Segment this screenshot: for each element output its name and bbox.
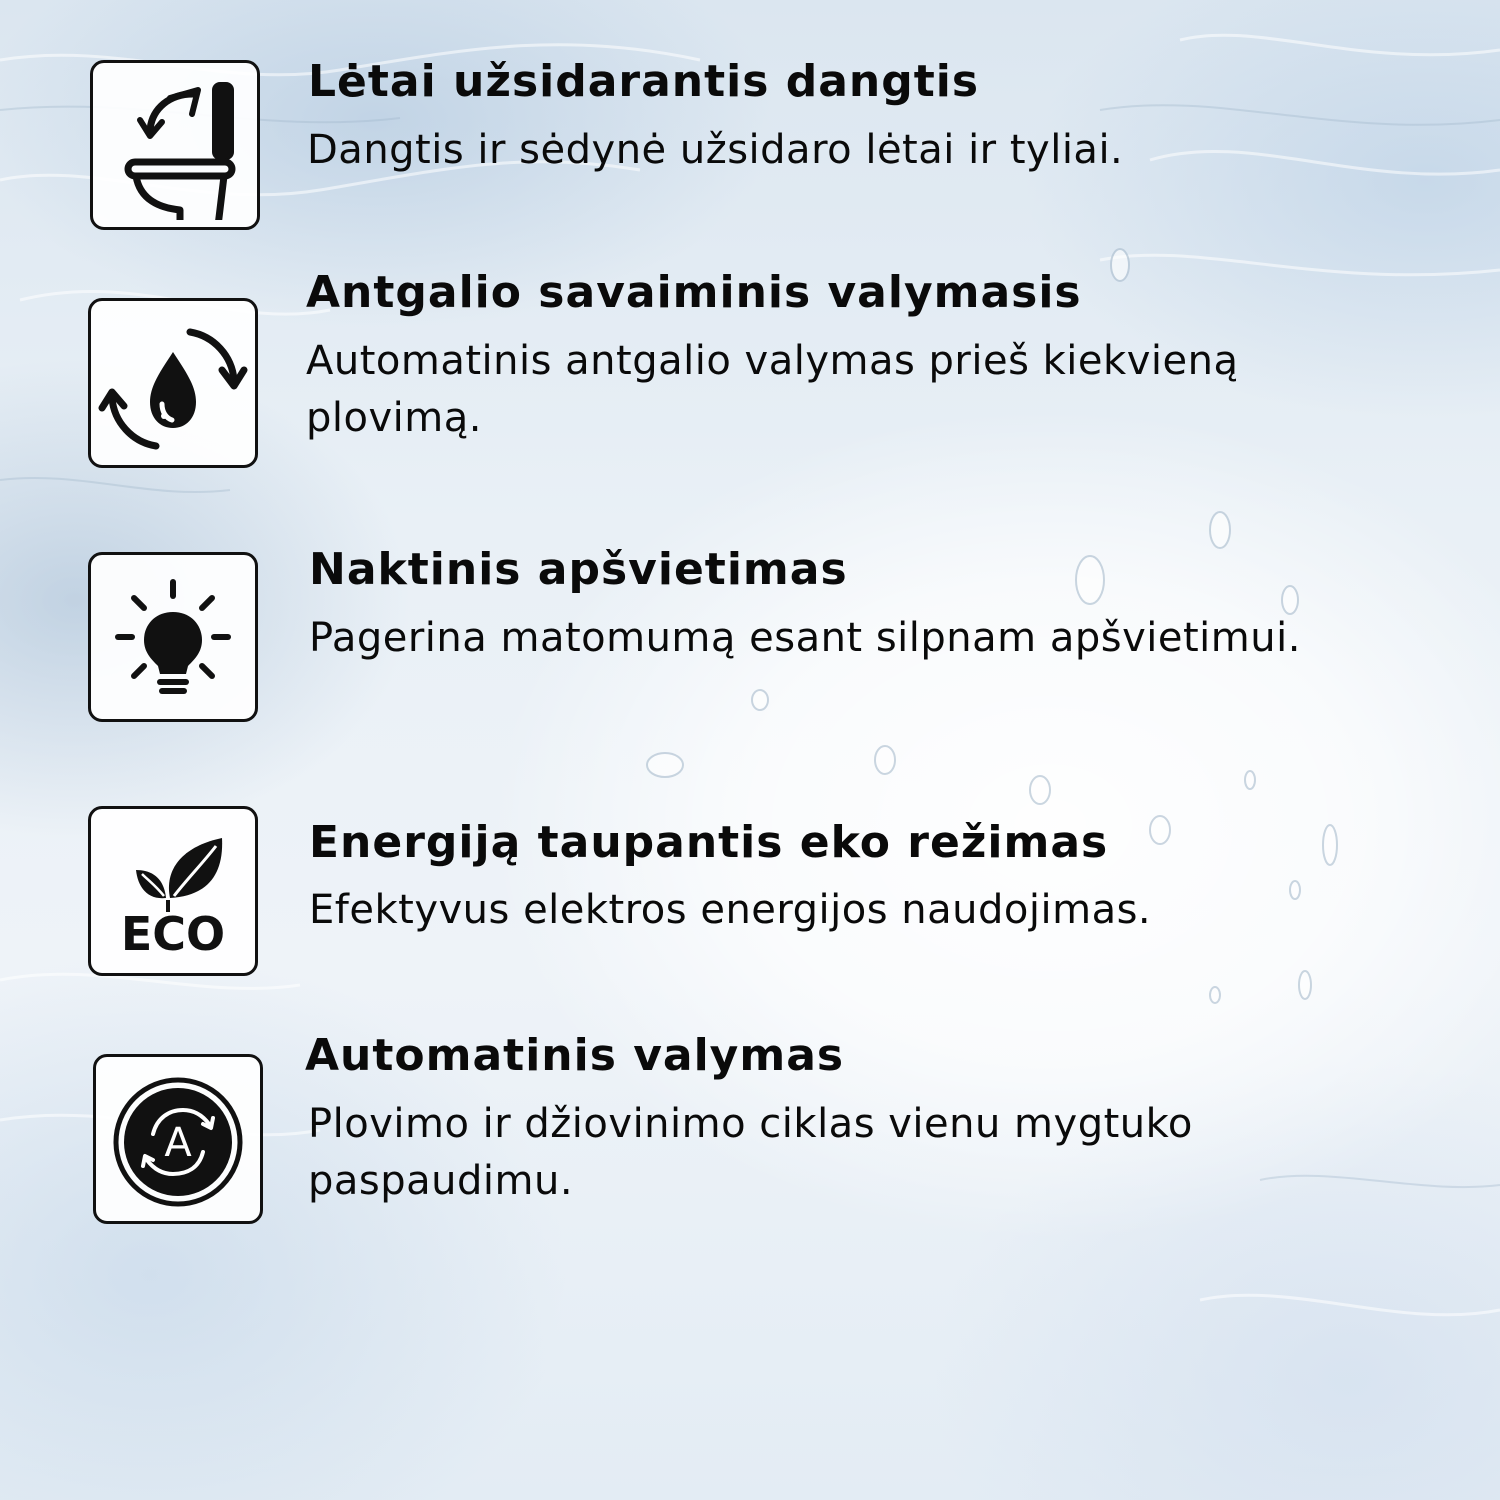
feature-description: Automatinis antgalio valymas prieš kiekvieną plovimą. [306,338,1239,441]
soft-close-toilet-icon [90,60,260,230]
auto-cycle-icon [93,1054,263,1224]
nozzle-self-cleaning-icon [88,298,258,468]
feature-title: Automatinis valymas [305,1030,845,1081]
feature-title: Energiją taupantis eko režimas [309,817,1109,868]
svg-text:A: A [164,1120,192,1166]
feature-title: Lėtai užsidarantis dangtis [308,56,980,107]
night-light-bulb-icon [88,552,258,722]
feature-description: Dangtis ir sėdynė užsidaro lėtai ir tyliai. [307,127,1124,173]
eco-leaf-icon [88,806,258,976]
svg-text:ECO: ECO [120,907,226,961]
feature-description: Efektyvus elektros energijos naudojimas. [309,887,1152,933]
feature-description: Plovimo ir džiovinimo ciklas vienu mygtuko paspaudimu. [308,1101,1193,1204]
feature-description: Pagerina matomumą esant silpnam apšvietimui. [309,615,1301,661]
feature-title: Antgalio savaiminis valymasis [306,267,1082,318]
feature-title: Naktinis apšvietimas [309,544,848,595]
